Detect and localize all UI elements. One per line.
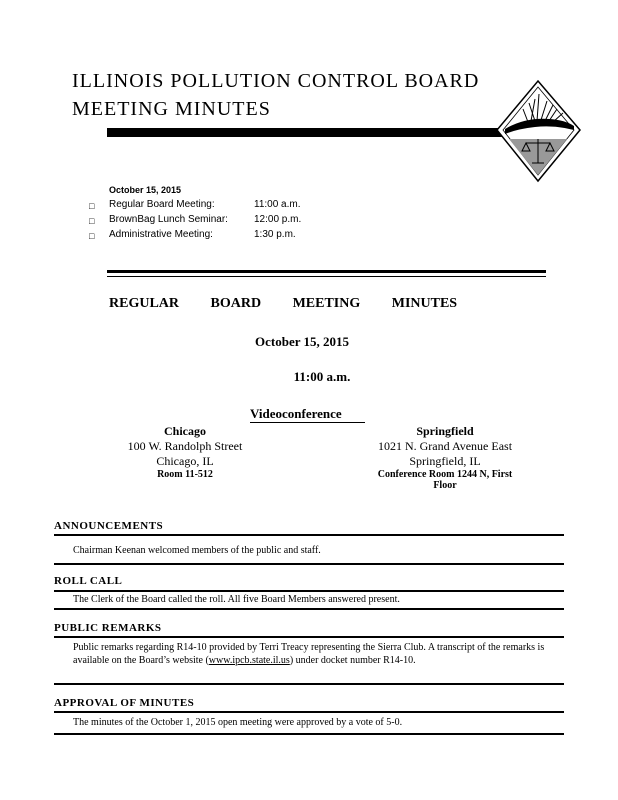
bullet-icon: □ — [89, 201, 95, 211]
schedule-date: October 15, 2015 — [109, 185, 182, 195]
title-divider — [107, 128, 502, 137]
board-seal-logo-icon — [495, 79, 582, 183]
meeting-date: October 15, 2015 — [255, 334, 349, 349]
bullet-icon: □ — [89, 231, 95, 241]
document-title-line2: MEETING MINUTES — [72, 98, 271, 120]
schedule-item-label: BrownBag Lunch Seminar: — [109, 214, 228, 225]
section-rule — [54, 711, 564, 713]
public-remarks-body — [73, 641, 553, 667]
section-rule — [54, 733, 564, 735]
schedule-item-label: Administrative Meeting: — [109, 229, 213, 240]
announcements-heading: ANNOUNCEMENTS — [54, 520, 164, 532]
meeting-time: 11:00 a.m. — [293, 369, 351, 384]
videoconference-label: Videoconference — [250, 406, 365, 423]
location-room: Room 11-512 — [157, 469, 213, 480]
approval-body: The minutes of the October 1, 2015 open meeting were approved by a vote of 5-0. — [73, 717, 403, 728]
location-address: 100 W. Randolph Street — [127, 439, 243, 453]
document-title-line1: ILLINOIS POLLUTION CONTROL BOARD — [72, 70, 480, 92]
public-remarks-text: Public remarks regarding R14-10 provided by Terri Treacy representing the Sierra Club. A transcript of the remarks is available on the Board’s website ( — [73, 642, 545, 666]
public-remarks-heading: PUBLIC REMARKS — [54, 622, 162, 634]
location-room: Conference Room 1244 N, First — [377, 469, 513, 480]
schedule-item-time: 11:00 a.m. — [254, 199, 301, 210]
location-city: Springfield, IL — [409, 454, 481, 468]
approval-heading: APPROVAL OF MINUTES — [54, 697, 195, 709]
schedule-item-label: Regular Board Meeting: — [109, 199, 215, 210]
bullet-icon: □ — [89, 216, 95, 226]
section-divider — [107, 270, 546, 273]
section-rule — [54, 608, 564, 610]
section-rule — [54, 636, 564, 638]
location-room-floor: Floor — [433, 480, 457, 491]
location-name: Springfield — [416, 424, 474, 438]
schedule-item-time: 12:00 p.m. — [254, 214, 302, 225]
location-name: Chicago — [164, 424, 206, 438]
meeting-heading: REGULAR BOARD MEETING MINUTES — [109, 296, 458, 311]
chicago-location — [100, 424, 270, 480]
schedule-item-time: 1:30 p.m. — [254, 229, 296, 240]
board-website-link[interactable]: www.ipcb.state.il.us — [208, 655, 290, 666]
section-rule — [54, 590, 564, 592]
public-remarks-text-end: ) under docket number R14-10. — [289, 655, 416, 666]
location-address: 1021 N. Grand Avenue East — [377, 439, 513, 453]
section-divider — [107, 276, 546, 277]
location-city: Chicago, IL — [156, 454, 214, 468]
section-rule — [54, 683, 564, 685]
springfield-location — [330, 424, 560, 491]
roll-call-heading: ROLL CALL — [54, 575, 123, 587]
section-rule — [54, 563, 564, 565]
announcements-body: Chairman Keenan welcomed members of the public and staff. — [73, 545, 321, 556]
roll-call-body: The Clerk of the Board called the roll. All five Board Members answered present. — [73, 594, 400, 605]
section-rule — [54, 534, 564, 536]
